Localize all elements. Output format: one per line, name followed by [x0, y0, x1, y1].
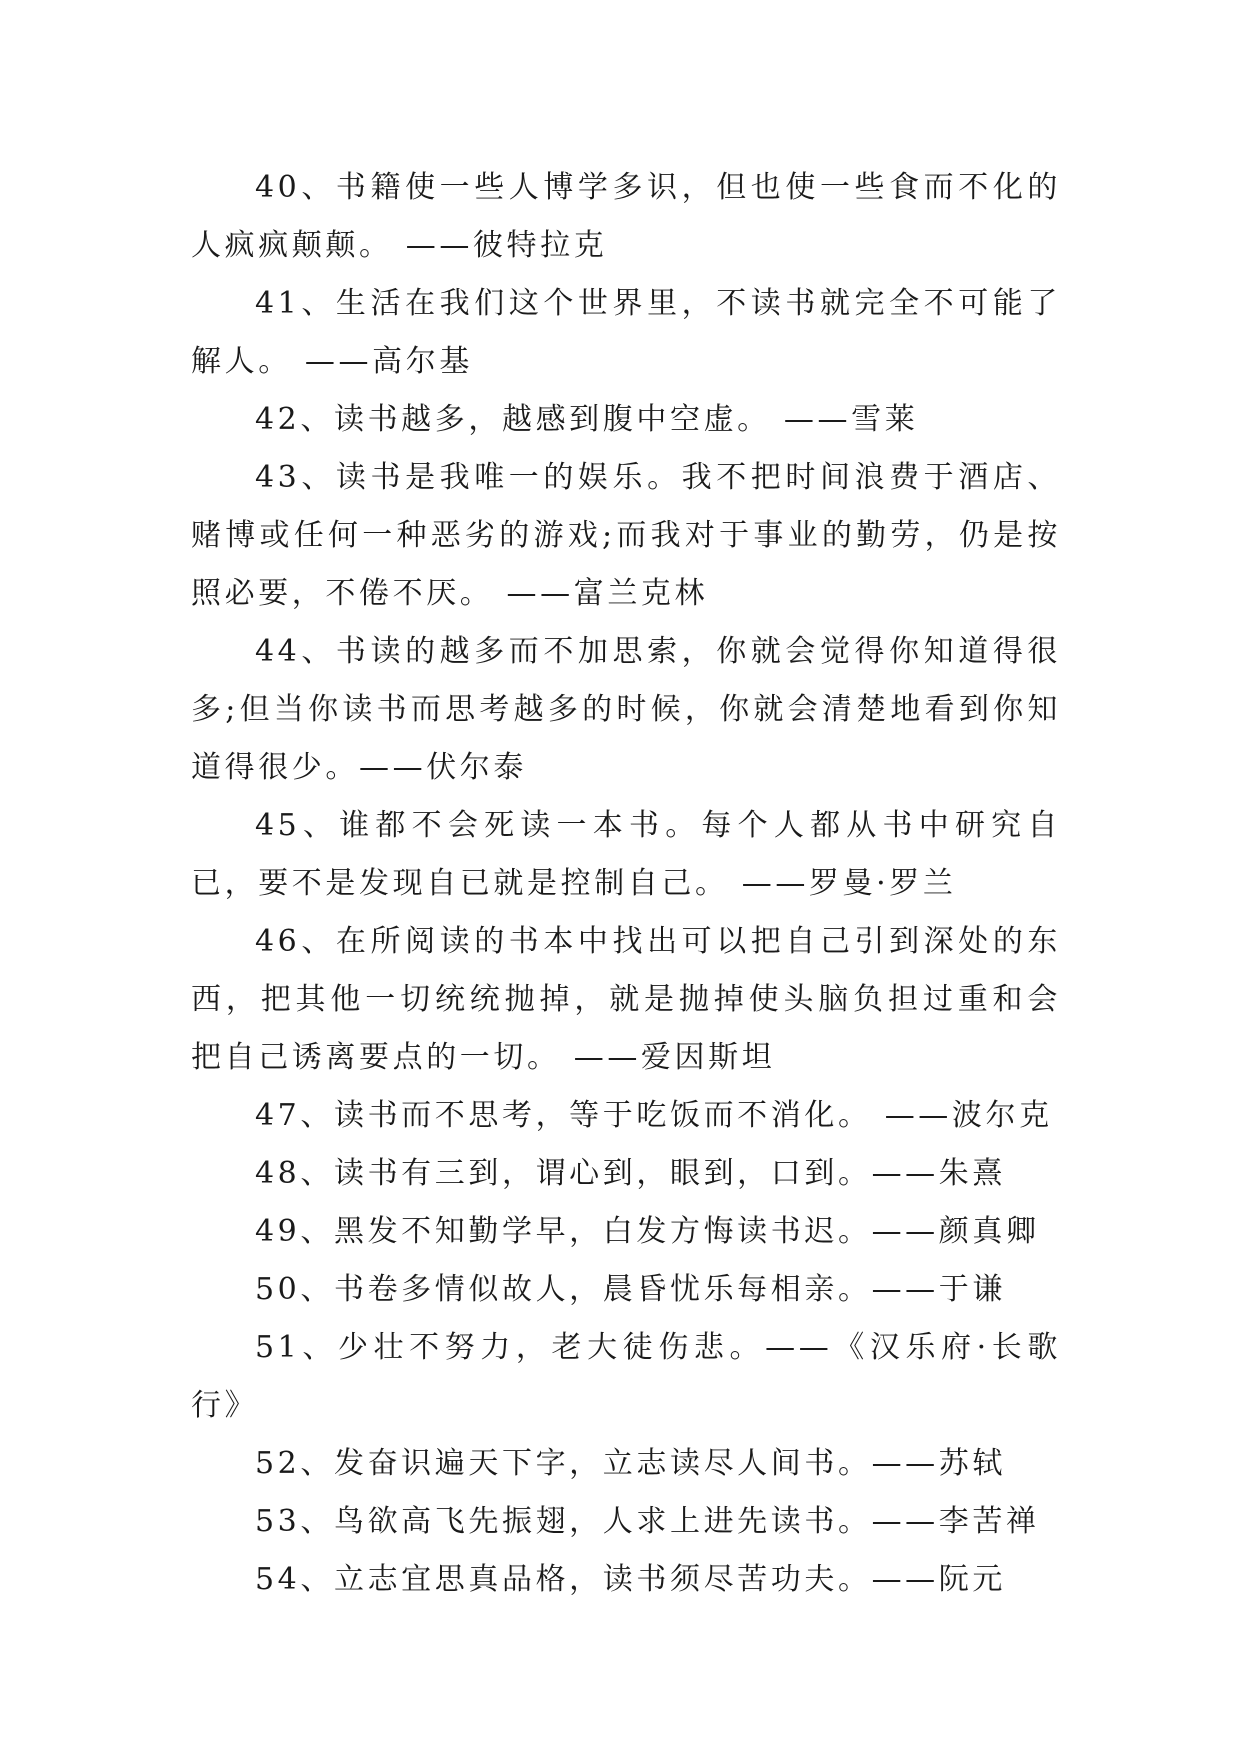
quote-paragraph: 53、鸟欲高飞先振翅，人求上进先读书。——李苦禅	[255, 1504, 1040, 1539]
quote-paragraph: 44、书读的越多而不加思索，你就会觉得你知道得很多;但当你读书而思考越多的时候，你就会清楚地看到你知道得很少。——伏尔泰	[191, 634, 1061, 785]
quote-paragraph: 48、读书有三到，谓心到，眼到，口到。——朱熹	[255, 1156, 1006, 1191]
quote-paragraph: 41、生活在我们这个世界里，不读书就完全不可能了解人。 ——高尔基	[191, 286, 1061, 379]
quote-paragraph: 47、读书而不思考，等于吃饭而不消化。 ——波尔克	[255, 1098, 1053, 1133]
quote-paragraph: 54、立志宜思真品格，读书须尽苦功夫。——阮元	[255, 1562, 1006, 1597]
quote-paragraph: 50、书卷多情似故人，晨昏忧乐每相亲。——于谦	[255, 1272, 1006, 1307]
quote-paragraph: 52、发奋识遍天下字，立志读尽人间书。——苏轼	[255, 1446, 1006, 1481]
quote-paragraph: 42、读书越多，越感到腹中空虚。 ——雪莱	[255, 402, 919, 437]
quote-paragraph: 43、读书是我唯一的娱乐。我不把时间浪费于酒店、赌博或任何一种恶劣的游戏;而我对于事业的勤劳，仍是按照必要，不倦不厌。 ——富兰克林	[191, 460, 1061, 611]
quote-list	[191, 159, 1061, 1609]
quote-paragraph: 40、书籍使一些人博学多识，但也使一些食而不化的人疯疯颠颠。 ——彼特拉克	[191, 170, 1061, 263]
quote-paragraph: 49、黑发不知勤学早，白发方悔读书迟。——颜真卿	[255, 1214, 1040, 1249]
quote-paragraph: 45、谁都不会死读一本书。每个人都从书中研究自已，要不是发现自已就是控制自己。 ——罗曼·罗兰	[191, 808, 1061, 901]
quote-paragraph: 46、在所阅读的书本中找出可以把自己引到深处的东西，把其他一切统统抛掉，就是抛掉使头脑负担过重和会把自己诱离要点的一切。 ——爱因斯坦	[191, 924, 1061, 1075]
quote-paragraph: 51、少壮不努力，老大徒伤悲。——《汉乐府·长歌行》	[191, 1330, 1061, 1423]
